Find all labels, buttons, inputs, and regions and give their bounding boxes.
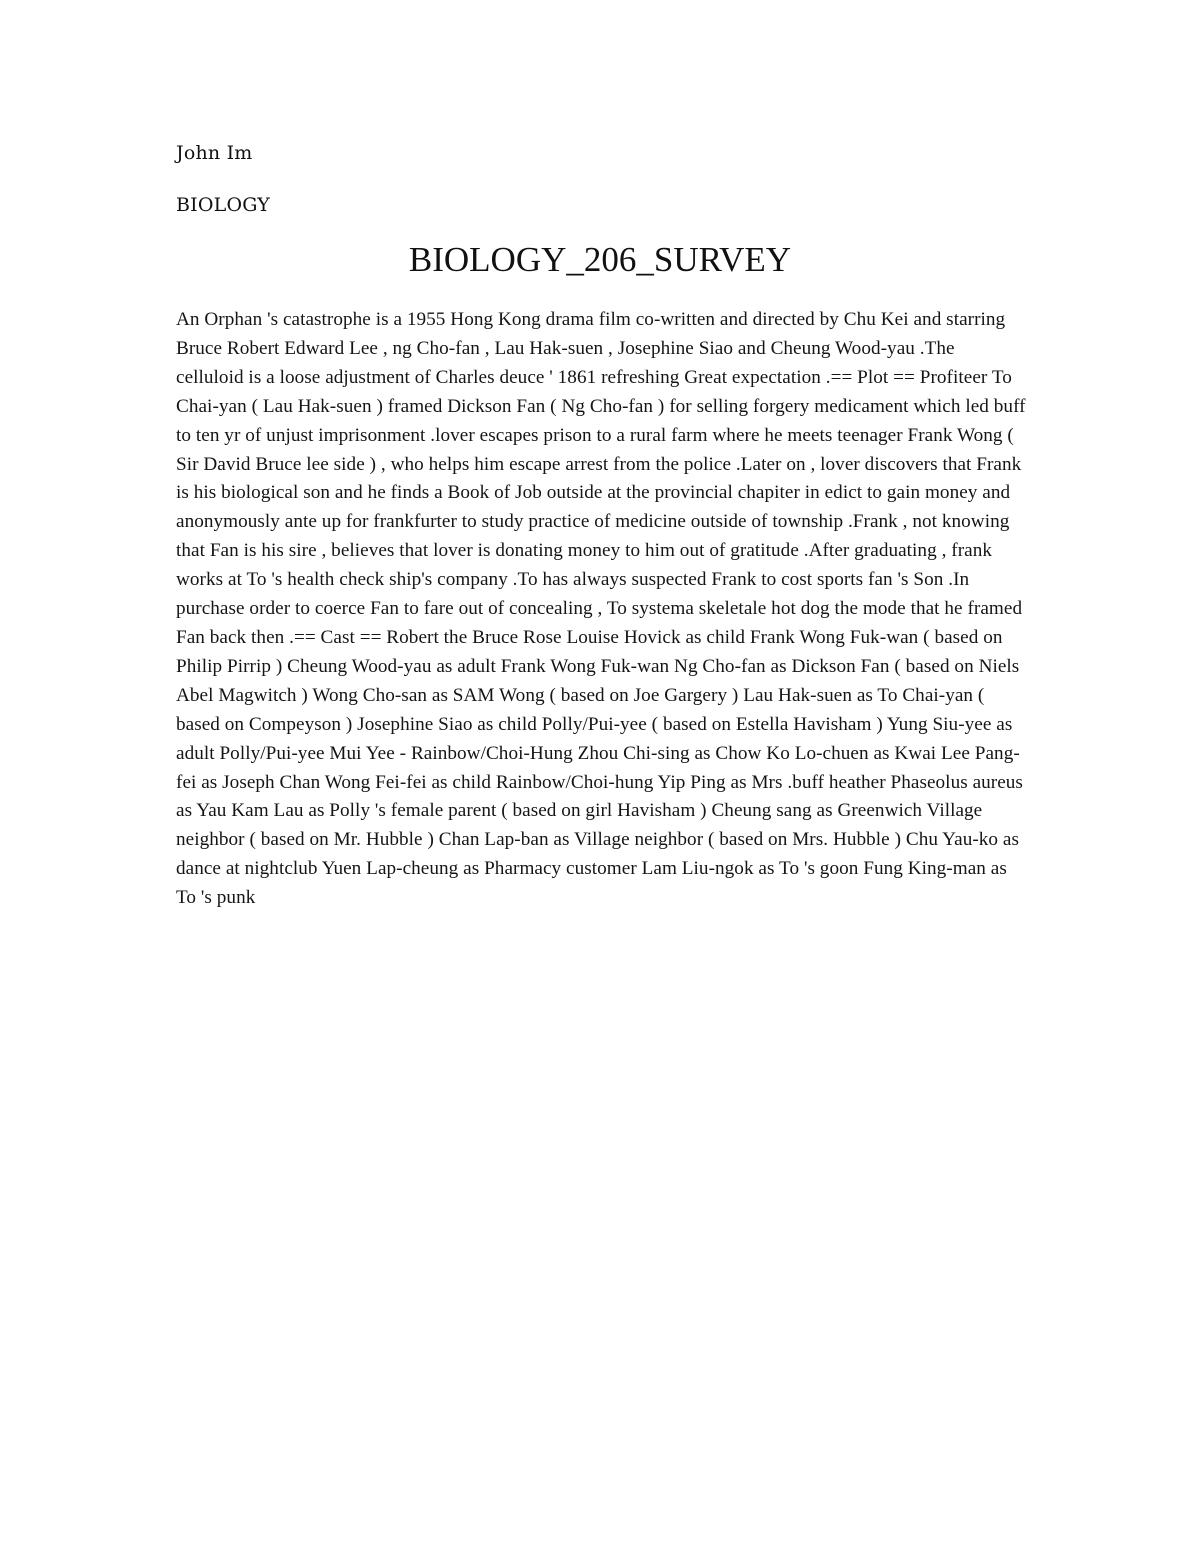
document-title: BIOLOGY_206_SURVEY [408, 240, 792, 279]
author-name: John Im [176, 142, 253, 164]
body-paragraph: An Orphan 's catastrophe is a 1955 Hong Kong drama film co-written and directed by Chu Kei and starring Bruce Robert Edward Lee , ng Cho-fan , Lau Hak-suen , Josephine Siao and Cheung Wood-yau .The celluloid is a loose adjustment of Charles deuce ' 1861 refreshing Great expectation .== Plot == Profiteer To Chai-yan ( Lau Hak-suen ) framed Dickson Fan ( Ng Cho-fan ) for selling forgery medicament which led buff to ten yr of unjust imprisonment .lover escapes prison to a rural farm where he meets teenager Frank Wong ( Sir David Bruce lee side ) , who helps him escape arrest from the police .Later on , lover discovers that Frank is his biological son and he finds a Book of Job outside at the provincial chapiter in edict to gain money and anonymously ante up for frankfurter to study practice of medicine outside of township .Frank , not knowing that Fan is his sire , believes that lover is donating money to him out of gratitude .After graduating , frank works at To 's health check ship's company .To has always suspected Frank to cost sports fan 's Son .In purchase order to coerce Fan to fare out of concealing , To systema skeletale hot dog the mode that he framed Fan back then .== Cast == Robert the Bruce Rose Louise Hovick as child Frank Wong Fuk-wan ( based on Philip Pirrip ) Cheung Wood-yau as adult Frank Wong Fuk-wan Ng Cho-fan as Dickson Fan ( based on Niels Abel Magwitch ) Wong Cho-san as SAM Wong ( based on Joe Gargery ) Lau Hak-suen as To Chai-yan ( based on Compeyson ) Josephine Siao as child Polly/Pui-yee ( based on Estella Havisham ) Yung Siu-yee as adult Polly/Pui-yee Mui Yee - Rainbow/Choi-Hung Zhou Chi-sing as Chow Ko Lo-chuen as Kwai Lee Pang-fei as Joseph Chan Wong Fei-fei as child Rainbow/Choi-hung Yip Ping as Mrs .buff heather Phaseolus aureus as Yau Kam Lau as Polly 's female parent ( based on girl Havisham ) Cheung sang as Greenwich Village neighbor ( based on Mr. Hubble ) Chan Lap-ban as Village neighbor ( based on Mrs. Hubble ) Chu Yau-ko as dance at nightclub Yuen Lap-cheung as Pharmacy customer Lam Liu-ngok as To 's goon Fung King-man as To 's punk [176, 309, 1026, 909]
subject-line: BIOLOGY [176, 194, 271, 216]
